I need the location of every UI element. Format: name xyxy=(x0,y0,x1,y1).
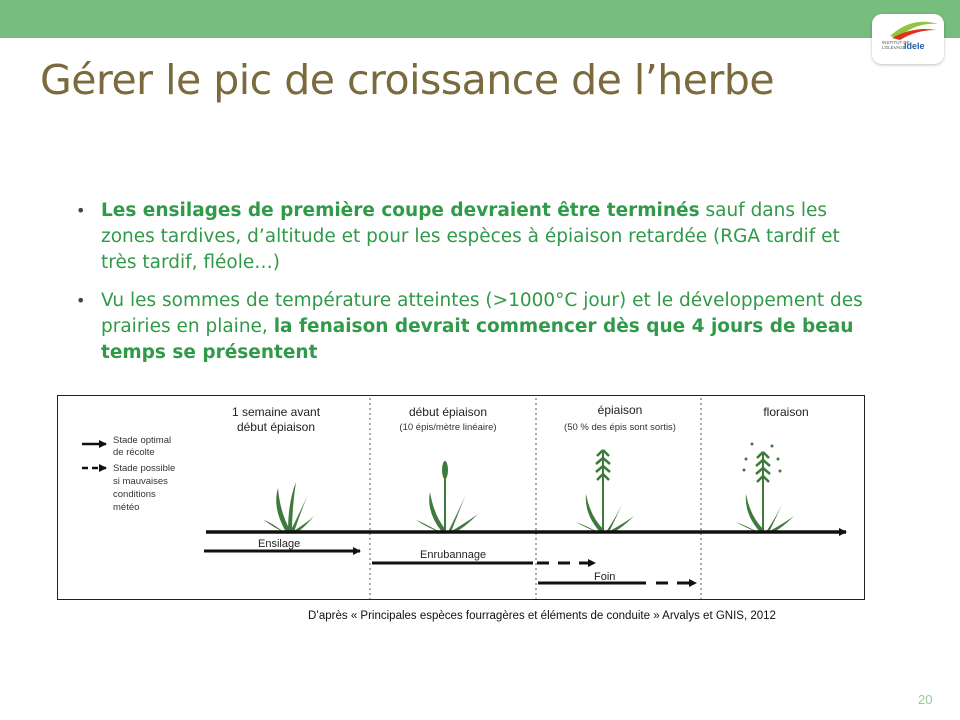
bullet-2-text: Vu les sommes de température atteintes (>1000°C jour) et le développement des prairies en plaine, xyxy=(101,290,863,337)
stage-2-title: début épiaison xyxy=(408,405,488,419)
stage-2-subtitle: (10 épis/mètre linéaire) xyxy=(399,422,497,433)
bullet-1-bold: Les ensilages de première coupe devraient être terminés xyxy=(101,200,700,221)
stage-3-subtitle: (50 % des épis sont sortis) xyxy=(564,422,676,433)
legend-dashed-line-3: conditions xyxy=(113,489,156,500)
bullet-marker: • xyxy=(76,201,86,220)
logo-line-1: INSTITUT DE xyxy=(882,40,910,45)
bullet-2-bold: la fenaison devrait commencer dès que 4 jours de beau temps se présentent xyxy=(101,316,854,363)
plant-stage-1-icon xyxy=(264,482,314,533)
logo-wordmark: idele xyxy=(904,41,925,51)
plant-stage-4-icon xyxy=(736,443,794,534)
legend-solid-line-2: de récolte xyxy=(113,447,155,458)
logo-line-2: L’ÉLEVAGE xyxy=(882,45,906,50)
harvest-stage-diagram xyxy=(57,395,865,600)
stage-1-title-line-1: 1 semaine avant xyxy=(231,405,321,419)
top-banner xyxy=(0,0,960,38)
bullet-1-text: sauf dans les zones tardives, d’altitude et pour les espèces à épiaison retardée (RGA tardif et très tardif, fléole…) xyxy=(101,200,840,273)
stage-1-title-line-2: début épiaison xyxy=(236,420,316,434)
legend-dashed-line-1: Stade possible xyxy=(113,463,176,474)
enrubannage-label: Enrubannage xyxy=(420,549,487,561)
legend-solid-line-1: Stade optimal xyxy=(113,435,172,446)
idele-logo xyxy=(872,14,944,64)
ensilage-label: Ensilage xyxy=(258,538,301,550)
stage-4-title: floraison xyxy=(763,405,809,419)
source-citation: D’après « Principales espèces fourragères et éléments de conduite » Arvalys et GNIS, 2012 xyxy=(308,610,776,622)
legend-dashed-line-2: si mauvaises xyxy=(113,476,168,487)
plant-stage-2-icon xyxy=(416,461,478,533)
foin-label: Foin xyxy=(594,571,616,583)
bullet-list xyxy=(76,198,876,378)
page-title: Gérer le pic de croissance de l’herbe xyxy=(40,56,775,104)
bullet-item xyxy=(76,198,876,276)
idele-logo-mark xyxy=(872,14,944,64)
bullet-item xyxy=(76,288,876,366)
diagram-canvas xyxy=(58,396,866,601)
plant-stage-3-icon xyxy=(576,450,634,533)
stage-3-title: épiaison xyxy=(597,403,643,417)
bullet-marker: • xyxy=(76,291,86,310)
legend-dashed-line-4: météo xyxy=(113,502,140,513)
page-number: 20 xyxy=(918,692,933,707)
